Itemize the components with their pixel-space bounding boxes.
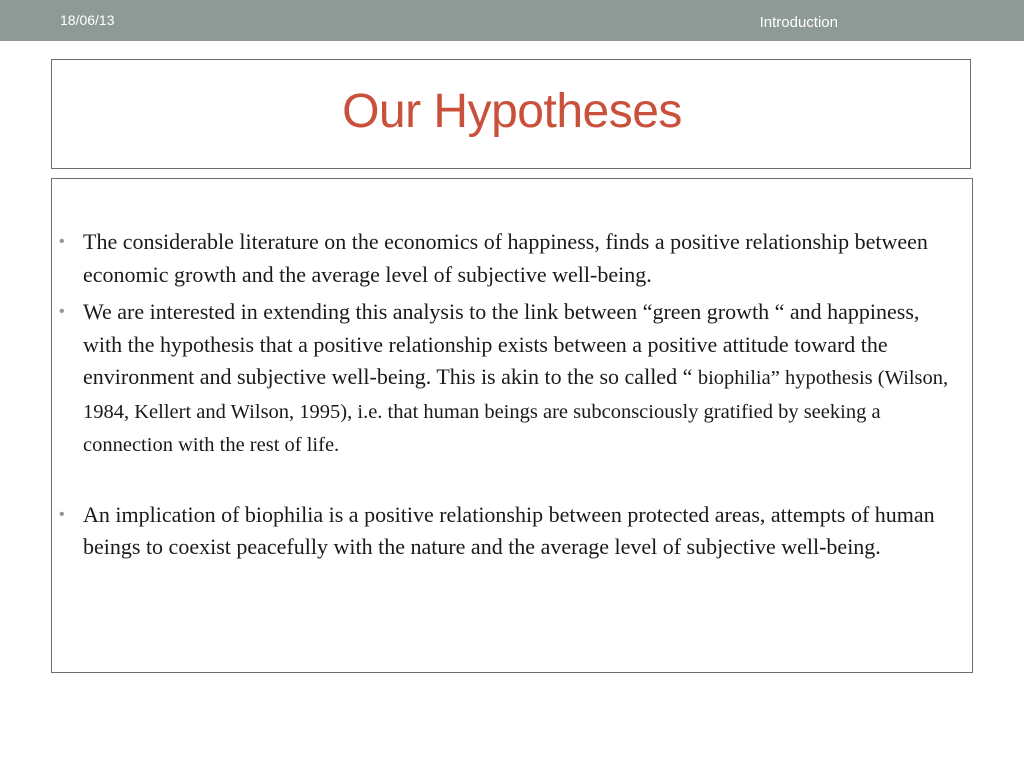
bullet-text-2b: biophilia” hypothesis (Wilson, 1984, Kellert and Wilson, 1995), i.e. that human beings are subconsciously gratified by seeking a connection with the rest of life. (83, 367, 949, 456)
slide-title: Our Hypotheses (342, 85, 682, 138)
slide-date: 18/06/13 (60, 12, 115, 28)
section-label: Introduction (759, 14, 838, 31)
bullet-icon: • (59, 505, 65, 523)
bullet-text-1: The considerable literature on the economics of happiness, finds a positive relationship between economic growth and the average level of subjective well-being. (83, 229, 928, 287)
bullet-list (59, 226, 959, 564)
bullet-item-1 (59, 226, 959, 291)
bullet-icon: • (59, 233, 65, 250)
bullet-item-2 (59, 296, 959, 462)
header-bar (0, 0, 1024, 41)
bullet-item-3 (59, 499, 959, 564)
bullet-text-3: An implication of biophilia is a positive relationship between protected areas, attempts of human beings to coexist peacefully with the nature and the average level of subjective well-being. (83, 501, 935, 559)
bullet-text-2a: We are interested in extending this analysis to the link between “green growth “ and happiness, with the hypothesis that a positive relationship exists between a positive attitude toward the environment and subjective well-being. This is akin to the so called “ (83, 299, 920, 389)
bullet-icon: • (59, 303, 65, 320)
